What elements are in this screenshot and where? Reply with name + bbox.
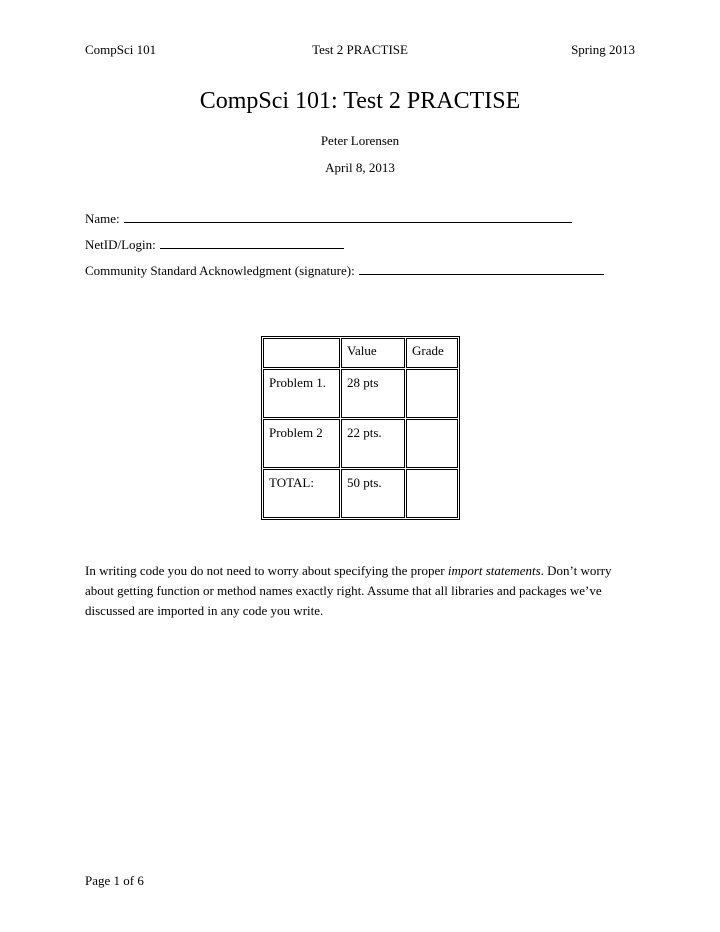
grade-cell[interactable] (406, 469, 458, 518)
instructions-text-1: In writing code you do not need to worry about specifying the proper (85, 563, 448, 578)
problem-cell: TOTAL: (263, 469, 340, 518)
header-course: CompSci 101 (85, 42, 157, 57)
header-cell-value: Value (341, 338, 405, 368)
grade-table-header-row (263, 338, 458, 368)
header-cell-blank (263, 338, 340, 368)
page-title: CompSci 101: Test 2 PRACTISE (199, 88, 521, 114)
table-row (263, 419, 458, 468)
grade-cell[interactable] (406, 419, 458, 468)
table-row (263, 469, 458, 518)
problem-cell: Problem 1. (263, 369, 340, 418)
value-cell: 50 pts. (341, 469, 405, 518)
value-cell: 22 pts. (341, 419, 405, 468)
header-cell-grade: Grade (406, 338, 458, 368)
signature-field (85, 262, 604, 279)
name-blank-line[interactable] (124, 210, 572, 223)
instructions-emphasis: import statements (447, 563, 541, 578)
grade-cell[interactable] (406, 369, 458, 418)
instructions-text-2: . Don’t worry about getting function or method names exactly right. Assume that all libraries and packages we’ve discussed are imported in any code you write. (85, 563, 612, 618)
grade-table (261, 336, 460, 520)
page-number: Page 1 of 6 (85, 873, 144, 888)
author: Peter Lorensen (320, 133, 400, 148)
name-field (85, 210, 572, 227)
header-test-name: Test 2 PRACTISE (312, 42, 408, 57)
signature-label: Community Standard Acknowledgment (signature): (85, 263, 355, 278)
date: April 8, 2013 (325, 160, 395, 175)
instructions-paragraph (85, 561, 640, 621)
value-cell: 28 pts (341, 369, 405, 418)
signature-blank-line[interactable] (359, 262, 604, 275)
netid-field (85, 236, 344, 253)
name-label: Name: (85, 211, 120, 226)
problem-cell: Problem 2 (263, 419, 340, 468)
header-term: Spring 2013 (571, 42, 635, 57)
table-row (263, 369, 458, 418)
netid-blank-line[interactable] (160, 236, 344, 249)
netid-label: NetID/Login: (85, 237, 156, 252)
